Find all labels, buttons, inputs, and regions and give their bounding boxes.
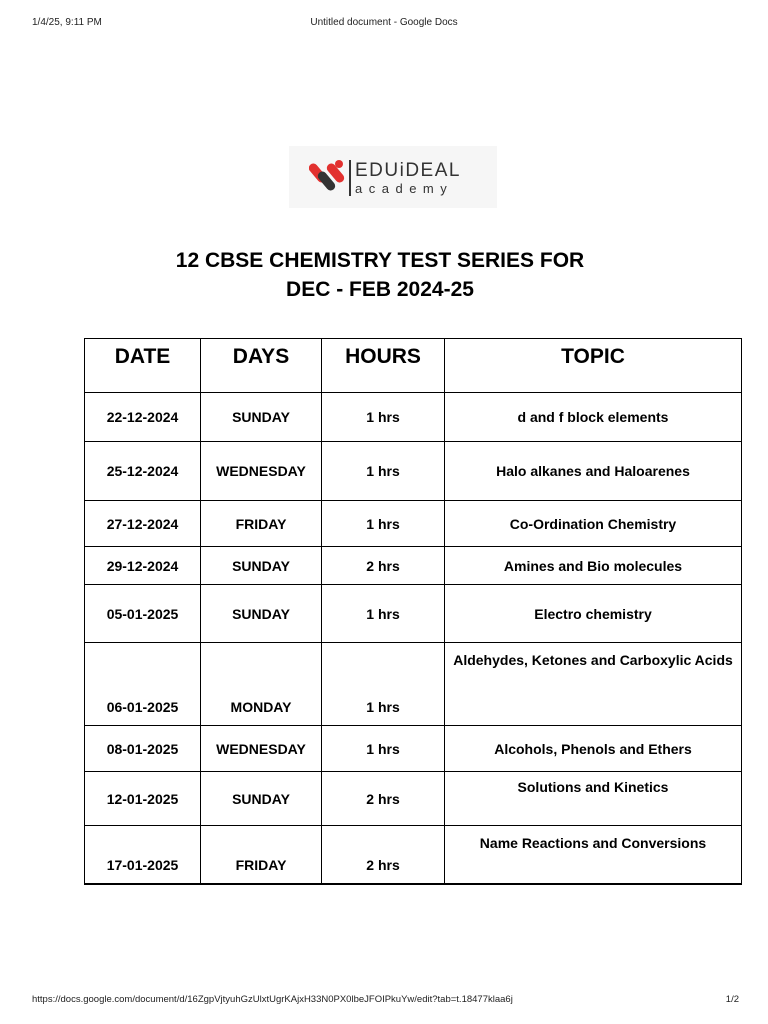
page-title-line-2: DEC - FEB 2024-25 [286,278,474,301]
cell-hours: 2 hrs [322,826,445,884]
logo-sub-text: academy [355,181,454,196]
cell-hours: 1 hrs [322,393,445,442]
cell-date: 25-12-2024 [85,442,201,501]
header-topic: TOPIC [445,339,742,393]
table-header-row [85,339,742,393]
cell-date: 05-01-2025 [85,585,201,643]
cell-day: SUNDAY [201,393,322,442]
header-days: DAYS [201,339,322,393]
cell-day: FRIDAY [201,501,322,547]
cell-hours: 1 hrs [322,442,445,501]
cell-topic: Name Reactions and Conversions [445,826,742,884]
page-title-line-1: 12 CBSE CHEMISTRY TEST SERIES FOR [175,249,585,272]
table-row [85,826,742,884]
cell-date: 12-01-2025 [85,772,201,826]
table-row [85,393,742,442]
cell-date: 17-01-2025 [85,826,201,884]
academy-logo [289,146,497,208]
page-number: 1/2 [725,994,739,1005]
table-row [85,501,742,547]
logo-brand-text: EDUiDEAL [355,160,461,181]
cell-day: WEDNESDAY [201,442,322,501]
cell-hours: 2 hrs [322,547,445,585]
cell-day: WEDNESDAY [201,726,322,772]
table-row [85,442,742,501]
print-footer [0,994,768,1008]
cell-hours: 1 hrs [322,501,445,547]
print-header [0,17,768,31]
test-schedule-table [84,338,742,885]
cell-topic: Electro chemistry [445,585,742,643]
table-row [85,585,742,643]
cell-topic: Halo alkanes and Haloarenes [445,442,742,501]
cell-day: SUNDAY [201,547,322,585]
cell-topic: Aldehydes, Ketones and Carboxylic Acids [445,643,742,726]
cell-hours: 2 hrs [322,772,445,826]
cell-topic: Co-Ordination Chemistry [445,501,742,547]
cell-date: 08-01-2025 [85,726,201,772]
table-row [85,643,742,726]
logo-divider [349,160,351,196]
cell-hours: 1 hrs [322,643,445,726]
cell-topic: Alcohols, Phenols and Ethers [445,726,742,772]
table-row [85,772,742,826]
cell-date: 29-12-2024 [85,547,201,585]
cell-day: SUNDAY [201,772,322,826]
table-row [85,726,742,772]
cell-hours: 1 hrs [322,726,445,772]
cell-topic: Amines and Bio molecules [445,547,742,585]
document-title: Untitled document - Google Docs [310,17,458,28]
cell-day: FRIDAY [201,826,322,884]
cell-topic: Solutions and Kinetics [445,772,742,826]
print-timestamp: 1/4/25, 9:11 PM [32,17,102,28]
cell-day: SUNDAY [201,585,322,643]
cell-day: MONDAY [201,643,322,726]
header-date: DATE [85,339,201,393]
logo-mark-icon [309,158,347,196]
cell-date: 27-12-2024 [85,501,201,547]
table-row [85,547,742,585]
document-url: https://docs.google.com/document/d/16ZgpVjtyuhGzUlxtUgrKAjxH33N0PX0lbeJFOIPkuYw/edit?tab=t.18477klaa6j [32,994,513,1005]
cell-date: 22-12-2024 [85,393,201,442]
cell-hours: 1 hrs [322,585,445,643]
cell-topic: d and f block elements [445,393,742,442]
header-hours: HOURS [322,339,445,393]
cell-date: 06-01-2025 [85,643,201,726]
